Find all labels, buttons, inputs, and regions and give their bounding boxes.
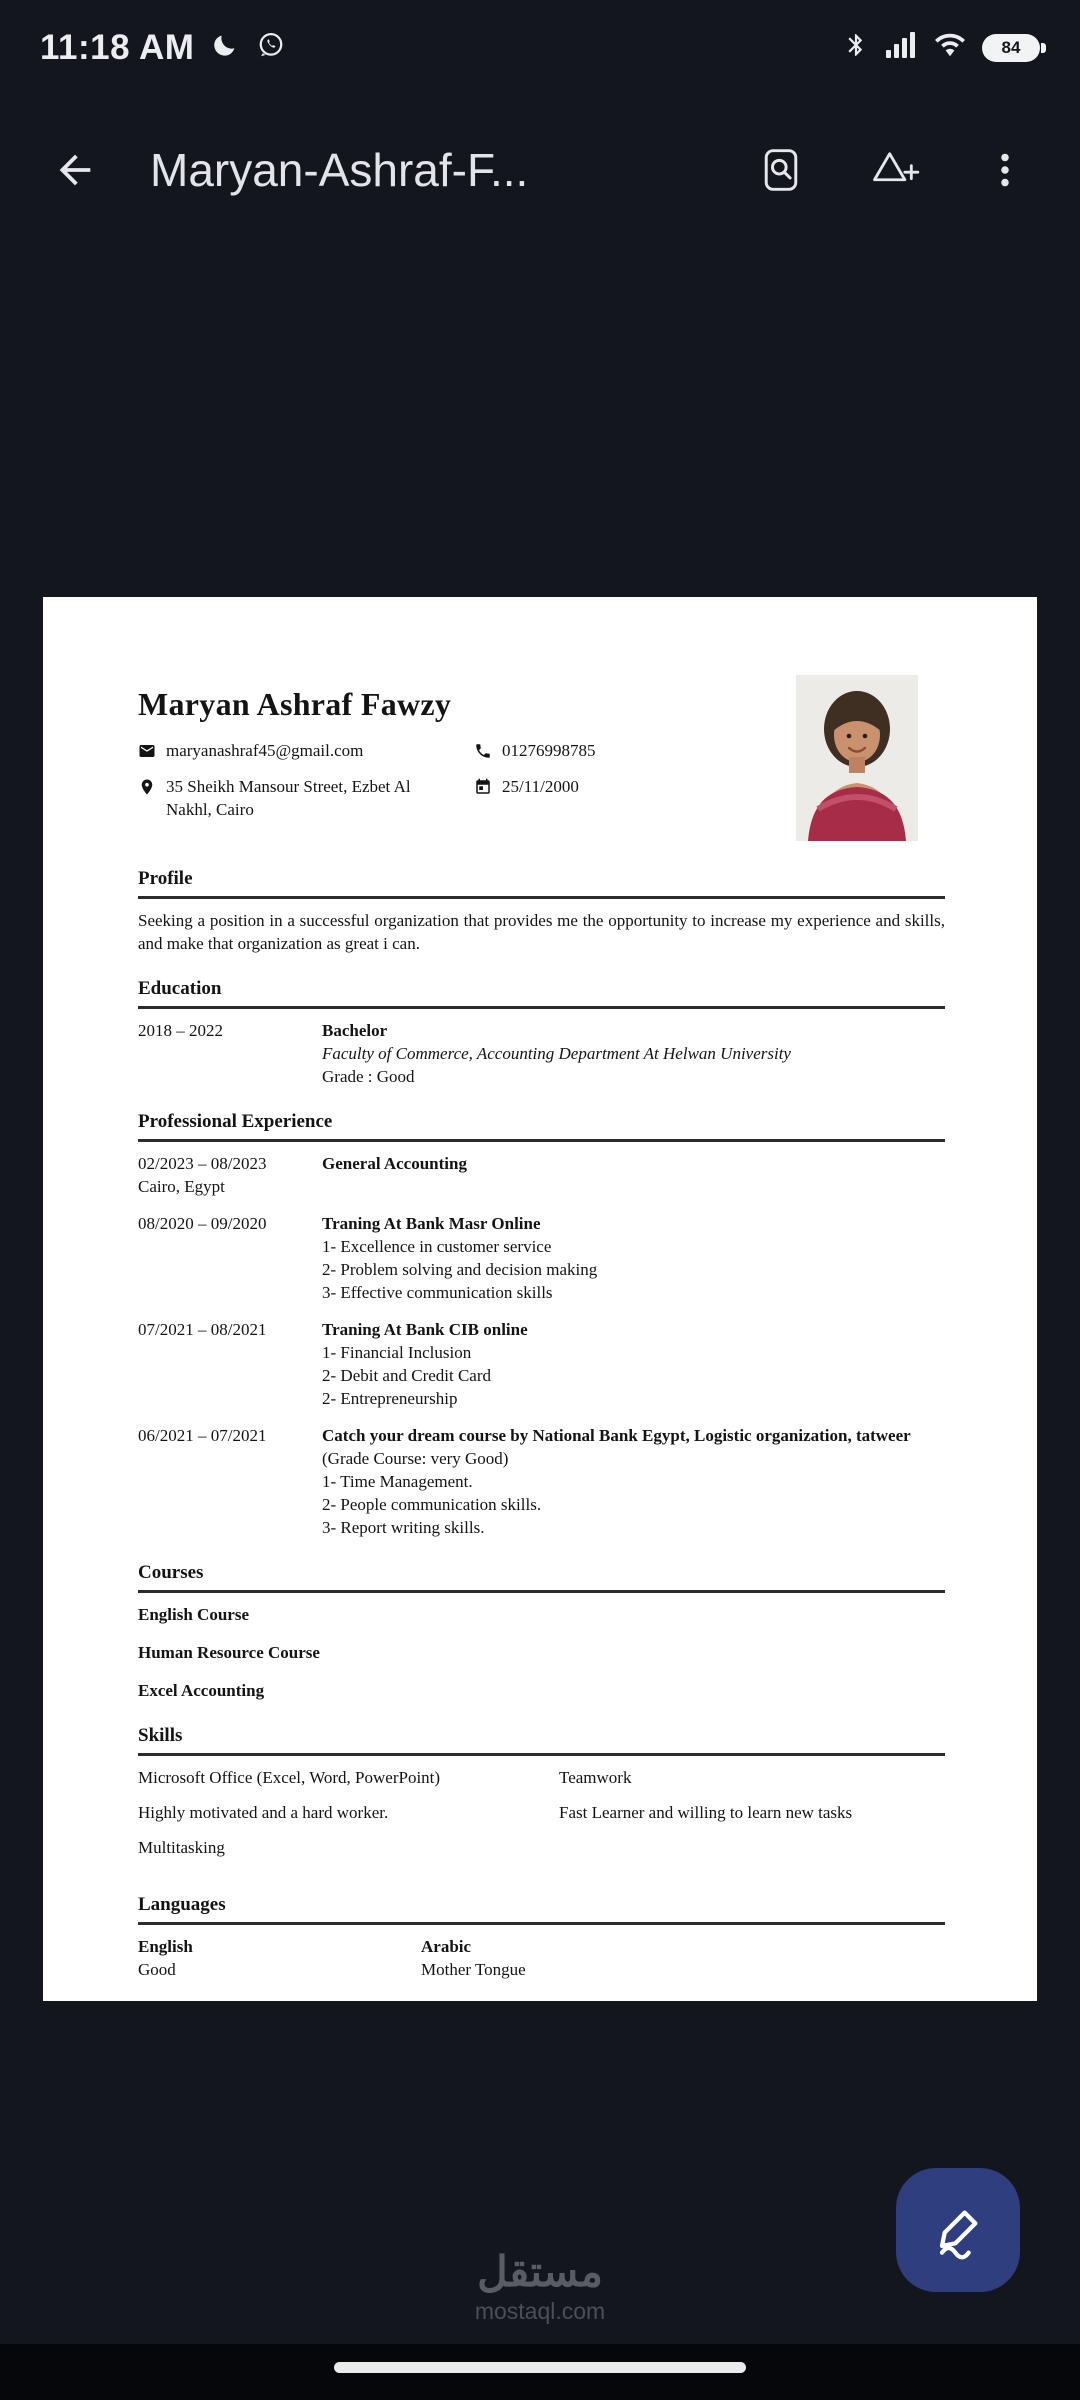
status-right-icons bbox=[843, 30, 1040, 65]
experience-detail-line: 2- Entrepreneurship bbox=[322, 1389, 458, 1408]
navigation-bar bbox=[0, 2344, 1080, 2400]
overflow-menu-button[interactable] bbox=[972, 137, 1038, 203]
email-icon bbox=[138, 742, 156, 760]
experience-detail-line: 1- Financial Inclusion bbox=[322, 1343, 472, 1362]
battery-indicator bbox=[982, 34, 1040, 62]
back-button[interactable] bbox=[42, 137, 108, 203]
language-level: Good bbox=[138, 1960, 176, 1979]
education-grade: Grade : Good bbox=[322, 1067, 415, 1086]
education-faculty: Faculty of Commerce, Accounting Department At Helwan University bbox=[322, 1044, 791, 1063]
mostaql-logo-text: مستقل bbox=[477, 2248, 603, 2295]
status-left-icons bbox=[210, 30, 286, 65]
language-name: English bbox=[138, 1937, 193, 1956]
experience-detail-line: 1- Excellence in customer service bbox=[322, 1237, 552, 1256]
email-row bbox=[138, 739, 474, 762]
pen-edit-icon bbox=[926, 2198, 990, 2262]
skills-column-left bbox=[138, 1766, 559, 1871]
experience-list bbox=[138, 1152, 945, 1539]
cell-signal-icon bbox=[884, 30, 918, 65]
experience-period-cell bbox=[138, 1152, 322, 1198]
experience-detail-line: 2- People communication skills. bbox=[322, 1495, 542, 1514]
courses-list bbox=[138, 1603, 945, 1702]
experience-period: 02/2023 – 08/2023 bbox=[138, 1154, 267, 1173]
skill-item: Multitasking bbox=[138, 1838, 225, 1857]
email-value: maryanashraf45@gmail.com bbox=[166, 741, 364, 760]
experience-detail-line: 2- Debit and Credit Card bbox=[322, 1366, 492, 1385]
language-name: Arabic bbox=[421, 1937, 472, 1956]
course-item: Human Resource Course bbox=[138, 1643, 320, 1662]
experience-detail-line: 3- Effective communication skills bbox=[322, 1283, 553, 1302]
experience-entry bbox=[138, 1318, 945, 1410]
candidate-name: Maryan Ashraf Fawzy bbox=[138, 686, 452, 722]
experience-period: 06/2021 – 07/2021 bbox=[138, 1426, 267, 1445]
section-title: Skills bbox=[138, 1724, 945, 1756]
calendar-icon bbox=[474, 778, 492, 796]
experience-detail-line: 3- Report writing skills. bbox=[322, 1518, 485, 1537]
battery-percent: 84 bbox=[1001, 37, 1021, 57]
section-experience bbox=[138, 1110, 945, 1539]
contact-info bbox=[138, 739, 945, 821]
language-entry bbox=[421, 1935, 945, 1981]
skill-item: Highly motivated and a hard worker. bbox=[138, 1803, 389, 1822]
experience-entry bbox=[138, 1424, 945, 1539]
skill-item: Microsoft Office (Excel, Word, PowerPoint) bbox=[138, 1768, 441, 1787]
experience-location: Cairo, Egypt bbox=[138, 1177, 225, 1196]
location-icon bbox=[138, 778, 156, 796]
clock: 11:18 AM bbox=[40, 27, 195, 67]
mostaql-domain: mostaql.com bbox=[474, 2298, 606, 2324]
course-item: English Course bbox=[138, 1605, 249, 1624]
phone-value: 01276998785 bbox=[502, 741, 596, 760]
pdf-page[interactable] bbox=[43, 597, 1037, 2001]
experience-role: Catch your dream course by National Bank Egypt, Logistic organization, tatweer bbox=[322, 1426, 911, 1445]
annotate-fab[interactable] bbox=[896, 2168, 1020, 2292]
add-to-drive-button[interactable] bbox=[858, 135, 930, 205]
skills-grid bbox=[138, 1766, 945, 1871]
bluetooth-icon bbox=[843, 30, 869, 65]
experience-detail bbox=[322, 1424, 945, 1539]
skill-item: Teamwork bbox=[559, 1768, 632, 1787]
experience-period: 07/2021 – 08/2021 bbox=[138, 1320, 267, 1339]
section-title: Professional Experience bbox=[138, 1110, 945, 1142]
section-title: Courses bbox=[138, 1561, 945, 1593]
document-title: Maryan-Ashraf-F... bbox=[150, 144, 529, 196]
education-detail bbox=[322, 1019, 945, 1088]
app-bar bbox=[0, 108, 1080, 232]
section-title: Profile bbox=[138, 867, 945, 899]
section-title: Education bbox=[138, 977, 945, 1009]
experience-detail-line: 2- Problem solving and decision making bbox=[322, 1260, 598, 1279]
experience-detail bbox=[322, 1318, 945, 1410]
address-row bbox=[138, 775, 474, 821]
experience-period: 08/2020 – 09/2020 bbox=[138, 1214, 267, 1233]
birthdate-row bbox=[474, 775, 945, 821]
section-skills bbox=[138, 1724, 945, 1871]
section-courses bbox=[138, 1561, 945, 1702]
app-bar-actions bbox=[746, 135, 1038, 205]
languages-grid bbox=[138, 1935, 945, 1981]
wifi-icon bbox=[933, 30, 967, 65]
section-profile bbox=[138, 867, 945, 955]
experience-detail bbox=[322, 1212, 945, 1304]
education-entry bbox=[138, 1019, 945, 1088]
section-title: Languages bbox=[138, 1893, 945, 1925]
education-degree: Bachelor bbox=[322, 1021, 388, 1040]
status-bar bbox=[0, 0, 1080, 95]
whatsapp-icon bbox=[256, 30, 286, 65]
birthdate-value: 25/11/2000 bbox=[502, 777, 579, 796]
skill-item: Fast Learner and willing to learn new tasks bbox=[559, 1803, 853, 1822]
experience-entry bbox=[138, 1212, 945, 1304]
experience-role: Traning At Bank CIB online bbox=[322, 1320, 528, 1339]
experience-detail-line: 1- Time Management. bbox=[322, 1472, 473, 1491]
do-not-disturb-moon-icon bbox=[210, 30, 240, 65]
experience-role: Traning At Bank Masr Online bbox=[322, 1214, 541, 1233]
language-entry bbox=[138, 1935, 421, 1981]
find-in-document-button[interactable] bbox=[746, 135, 816, 205]
skills-column-right bbox=[559, 1766, 945, 1871]
course-item: Excel Accounting bbox=[138, 1681, 265, 1700]
gesture-handle[interactable] bbox=[334, 2362, 746, 2373]
experience-entry bbox=[138, 1152, 945, 1198]
phone-icon bbox=[474, 742, 492, 760]
section-languages bbox=[138, 1893, 945, 1981]
address-value: 35 Sheikh Mansour Street, Ezbet Al Nakhl, Cairo bbox=[166, 777, 411, 819]
phone-row bbox=[474, 739, 945, 762]
experience-detail-line: (Grade Course: very Good) bbox=[322, 1449, 509, 1468]
education-period: 2018 – 2022 bbox=[138, 1021, 223, 1040]
experience-detail bbox=[322, 1152, 945, 1198]
experience-role: General Accounting bbox=[322, 1154, 467, 1173]
profile-text: Seeking a position in a successful organization that provides me the opportunity to increase my experience and skills, and make that organization as great i can. bbox=[138, 911, 945, 953]
language-level: Mother Tongue bbox=[421, 1960, 526, 1979]
section-education bbox=[138, 977, 945, 1088]
